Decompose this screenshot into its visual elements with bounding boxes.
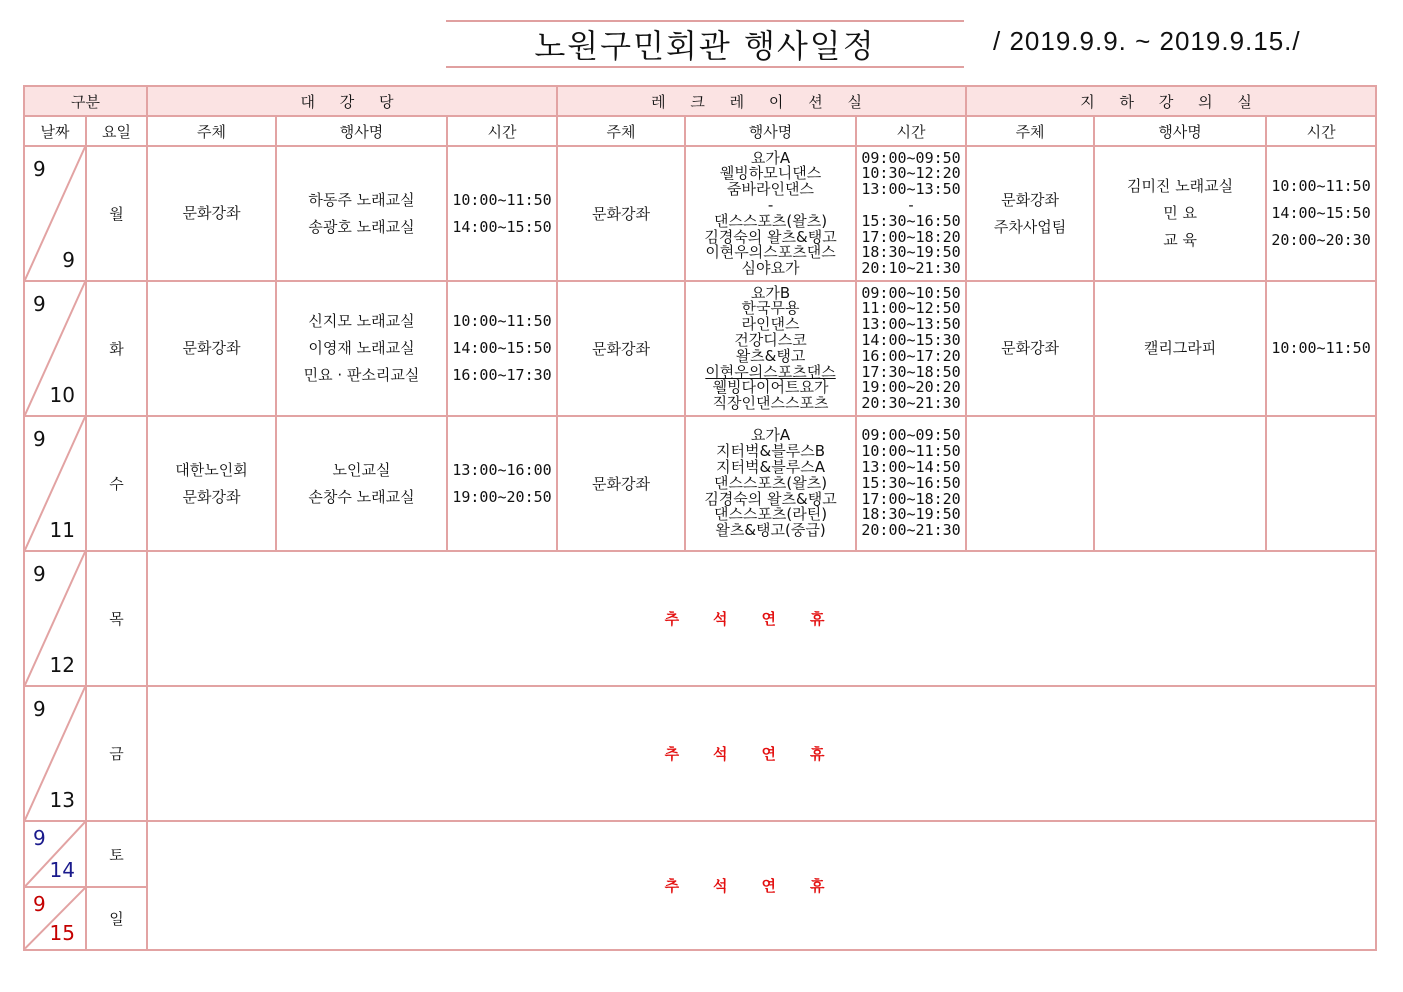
date-month: 9	[33, 562, 46, 587]
recreation-times: 09:00~09:50 10:30~12:20 13:00~13:50 - 15:30~16:50 17:00~18:20 18:30~19:50 20:10~21:30	[856, 146, 966, 281]
header-host: 주체	[966, 116, 1094, 146]
date-month: 9	[33, 292, 46, 317]
date-month: 9	[33, 427, 46, 452]
date-month: 9	[33, 892, 46, 917]
date-day: 11	[49, 518, 75, 543]
basement-events: 캘리그라피	[1094, 281, 1266, 416]
date-cell	[24, 146, 86, 281]
date-day: 14	[49, 858, 75, 883]
date-cell	[24, 821, 86, 887]
header-event: 행사명	[685, 116, 856, 146]
holiday-row	[24, 551, 1376, 686]
auditorium-host: 대한노인회 문화강좌	[147, 416, 276, 551]
header-event: 행사명	[1094, 116, 1266, 146]
date-month: 9	[33, 157, 46, 182]
date-month: 9	[33, 697, 46, 722]
auditorium-events: 하동주 노래교실 송광호 노래교실	[276, 146, 447, 281]
day-row	[24, 416, 1376, 551]
header-time: 시간	[447, 116, 557, 146]
header-venue-auditorium: 대 강 당	[147, 86, 557, 116]
date-day: 15	[49, 921, 75, 945]
basement-events	[1094, 416, 1266, 551]
day-row	[24, 146, 1376, 281]
header-venue-recreation: 레 크 레 이 션 실	[557, 86, 966, 116]
weekday: 화	[86, 281, 147, 416]
header-time: 시간	[1266, 116, 1376, 146]
recreation-events: 요가B 한국무용 라인댄스 건강디스코 왈츠&탱고 이현우의스포츠댄스 웰빙다이어트요가 직장인댄스스포츠	[685, 281, 856, 416]
holiday-label: 추석연휴	[147, 686, 1376, 821]
recreation-host: 문화강좌	[557, 281, 685, 416]
auditorium-times: 10:00~11:50 14:00~15:50 16:00~17:30	[447, 281, 557, 416]
auditorium-host: 문화강좌	[147, 146, 276, 281]
date-cell	[24, 551, 86, 686]
date-cell	[24, 887, 86, 950]
header-dow: 요일	[86, 116, 147, 146]
date-day: 13	[49, 788, 75, 813]
header-row-columns	[24, 116, 1376, 146]
date-day: 10	[49, 383, 75, 408]
basement-host: 문화강좌	[966, 281, 1094, 416]
basement-host: 문화강좌 주차사업팀	[966, 146, 1094, 281]
header-host: 주체	[557, 116, 685, 146]
weekday: 월	[86, 146, 147, 281]
recreation-events: 요가A 지터벅&블루스B 지터벅&블루스A 댄스스포츠(왈츠) 김경숙의 왈츠&탱고 댄스스포츠(라틴) 왈츠&탱고(중급)	[685, 416, 856, 551]
weekday: 목	[86, 551, 147, 686]
recreation-host: 문화강좌	[557, 146, 685, 281]
recreation-host: 문화강좌	[557, 416, 685, 551]
date-month: 9	[33, 826, 46, 851]
header-row-venues	[24, 86, 1376, 116]
date-day: 9	[62, 248, 75, 273]
holiday-row	[24, 686, 1376, 821]
header-date: 날짜	[24, 116, 86, 146]
header-venue-basement: 지 하 강 의 실	[966, 86, 1376, 116]
recreation-times: 09:00~10:50 11:00~12:50 13:00~13:50 14:00~15:30 16:00~17:20 17:30~18:50 19:00~20:20 20:30~21:30	[856, 281, 966, 416]
recreation-events: 요가A 웰빙하모니댄스 줌바라인댄스 - 댄스스포츠(왈츠) 김경숙의 왈츠&탱고 이현우의스포츠댄스 심야요가	[685, 146, 856, 281]
basement-events: 김미진 노래교실 민 요 교 육	[1094, 146, 1266, 281]
recreation-times: 09:00~09:50 10:00~11:50 13:00~14:50 15:30~16:50 17:00~18:20 18:30~19:50 20:00~21:30	[856, 416, 966, 551]
schedule-period: / 2019.9.9. ~ 2019.9.15./	[993, 26, 1301, 56]
holiday-label: 추석연휴	[147, 821, 1376, 950]
auditorium-events: 신지모 노래교실 이영재 노래교실 민요 · 판소리교실	[276, 281, 447, 416]
header-event: 행사명	[276, 116, 447, 146]
basement-times	[1266, 416, 1376, 551]
basement-times: 10:00~11:50 14:00~15:50 20:00~20:30	[1266, 146, 1376, 281]
day-row	[24, 281, 1376, 416]
weekday: 일	[86, 887, 147, 950]
schedule-table	[23, 85, 1377, 951]
auditorium-host: 문화강좌	[147, 281, 276, 416]
page-title: 노원구민회관 행사일정	[446, 20, 964, 68]
date-cell	[24, 686, 86, 821]
weekday: 금	[86, 686, 147, 821]
auditorium-events: 노인교실 손창수 노래교실	[276, 416, 447, 551]
weekday: 토	[86, 821, 147, 887]
date-cell	[24, 416, 86, 551]
header-gubun: 구분	[24, 86, 147, 116]
auditorium-times: 10:00~11:50 14:00~15:50	[447, 146, 557, 281]
header-time: 시간	[856, 116, 966, 146]
header-host: 주체	[147, 116, 276, 146]
auditorium-times: 13:00~16:00 19:00~20:50	[447, 416, 557, 551]
date-day: 12	[49, 653, 75, 678]
holiday-row	[24, 821, 1376, 887]
date-cell	[24, 281, 86, 416]
basement-times: 10:00~11:50	[1266, 281, 1376, 416]
basement-host	[966, 416, 1094, 551]
holiday-label: 추석연휴	[147, 551, 1376, 686]
weekday: 수	[86, 416, 147, 551]
